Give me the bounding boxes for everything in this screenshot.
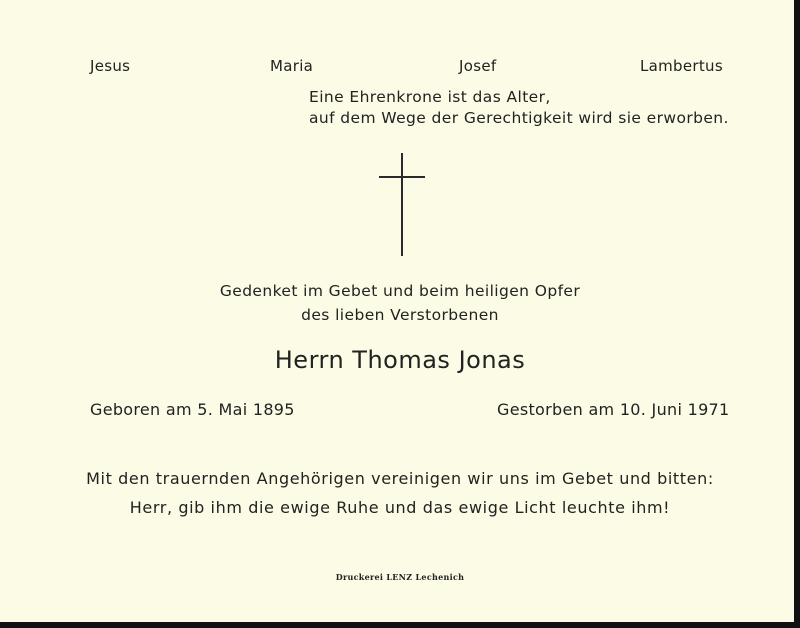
cross-vertical-bar	[401, 153, 403, 256]
verse-line-1: Eine Ehrenkrone ist das Alter,	[309, 88, 551, 106]
header-name-maria: Maria	[270, 57, 314, 75]
prayer-line-1: Mit den trauernden Angehörigen vereinigen wir uns im Gebet und bitten:	[86, 469, 714, 488]
header-name-lambertus: Lambertus	[640, 57, 723, 75]
death-date: Gestorben am 10. Juni 1971	[497, 400, 730, 419]
commemoration-line-1: Gedenket im Gebet und beim heiligen Opfer	[219, 282, 581, 300]
scan-edge-right	[794, 0, 800, 628]
verse-line-2: auf dem Wege der Gerechtigkeit wird sie erworben.	[309, 109, 729, 127]
printer-imprint: Druckerei LENZ Lechenich	[335, 572, 465, 582]
prayer-line-2: Herr, gib ihm die ewige Ruhe und das ewige Licht leuchte ihm!	[129, 498, 671, 517]
cross-horizontal-bar	[379, 176, 425, 178]
header-name-josef: Josef	[459, 57, 497, 75]
birth-date: Geboren am 5. Mai 1895	[90, 400, 295, 419]
scan-edge-bottom	[0, 622, 800, 628]
commemoration-line-2: des lieben Verstorbenen	[301, 306, 499, 324]
deceased-name: Herrn Thomas Jonas	[274, 346, 526, 374]
header-name-jesus: Jesus	[90, 57, 131, 75]
